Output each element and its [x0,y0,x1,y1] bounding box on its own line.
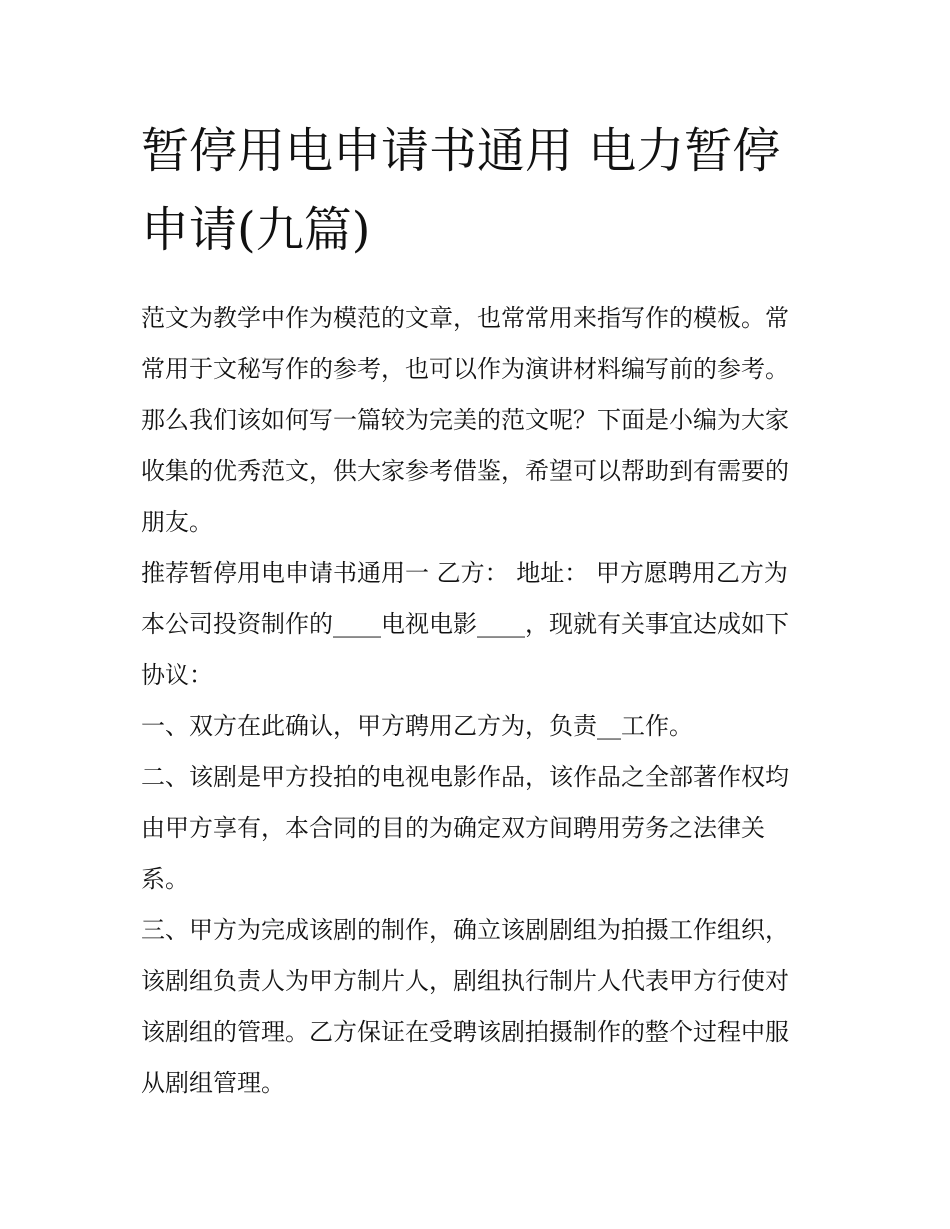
paragraph-line: 范文为教学中作为模范的文章，也常常用来指写作的模板。常 [141,304,789,332]
title-line: 申请(九篇) [141,202,371,258]
paragraph-line: 三、甲方为完成该剧的制作，确立该剧剧组为拍摄工作组织， [141,916,789,944]
document-content [141,112,813,1109]
paragraph-line: 从剧组管理。 [141,1069,285,1097]
paragraph-line: 二、该剧是甲方投拍的电视电影作品，该作品之全部著作权均 [141,763,789,791]
paragraph-line: 一、双方在此确认，甲方聘用乙方为，负责__工作。 [141,712,693,740]
recommend-paragraph [141,548,813,701]
paragraph-line: 由甲方享有，本合同的目的为确定双方间聘用劳务之法律关 [141,814,765,842]
paragraph-line: 协议： [141,661,213,689]
paragraph-line: 那么我们该如何写一篇较为完美的范文呢？下面是小编为大家 [141,406,789,434]
paragraph-line: 该剧组负责人为甲方制片人，剧组执行制片人代表甲方行使对 [141,967,789,995]
paragraph-line: 推荐暂停用电申请书通用一 乙方： 地址： 甲方愿聘用乙方为 [141,559,788,587]
paragraph-line: 收集的优秀范文，供大家参考借鉴，希望可以帮助到有需要的 [141,457,789,485]
clause-two-paragraph [141,752,813,905]
clause-one-paragraph [141,701,813,752]
paragraph-line: 该剧组的管理。乙方保证在受聘该剧拍摄制作的整个过程中服 [141,1018,789,1046]
paragraph-line: 朋友。 [141,508,213,536]
paragraph-line: 常用于文秘写作的参考，也可以作为演讲材料编写前的参考。 [141,355,789,383]
title-line: 暂停用电申请书通用 电力暂停 [141,123,781,179]
paragraph-line: 系。 [141,865,189,893]
paragraph-line: 本公司投资制作的____电视电影____，现就有关事宜达成如下 [141,610,789,638]
clause-three-paragraph [141,905,813,1109]
document-title [141,112,813,270]
intro-paragraph [141,293,813,548]
